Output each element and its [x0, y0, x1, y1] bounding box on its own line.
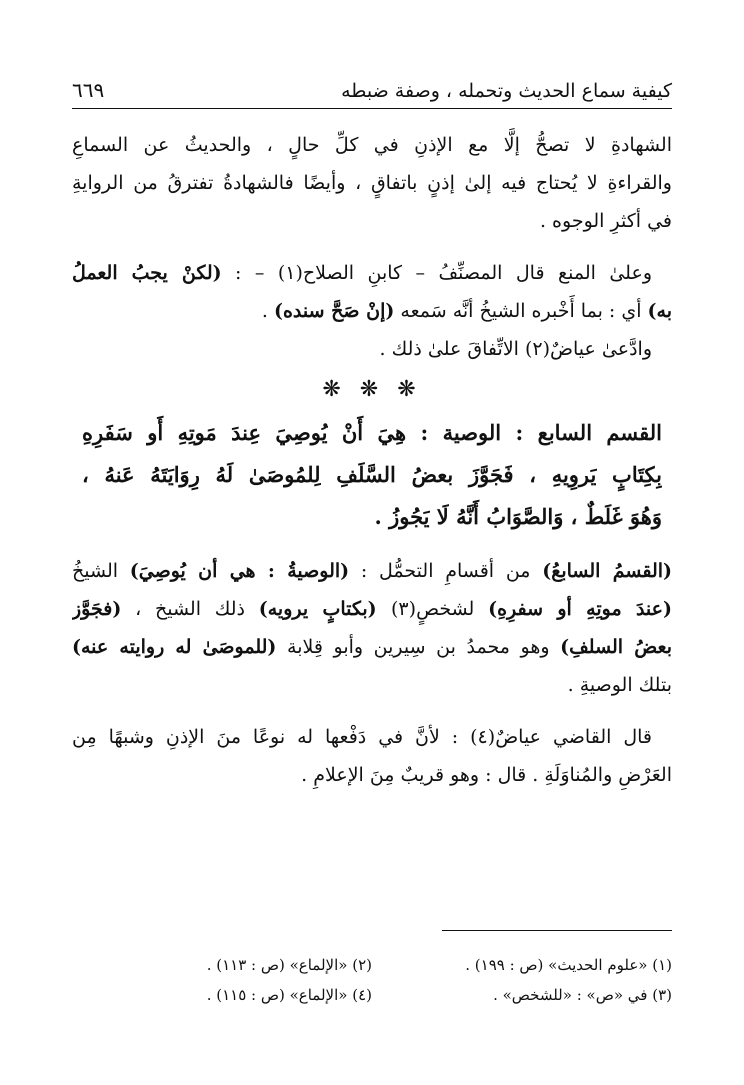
bold-quote: به) [647, 300, 672, 322]
matn-line: القسم السابع : الوصية : هِيَ أَنْ يُوصِيَ عِندَ مَوتِهِ أَو سَفَرِهِ [82, 420, 662, 445]
text-line [72, 552, 672, 590]
text-line: بتلك الوصيةِ . [567, 674, 672, 696]
bold-quote: (القسمُ السابعُ) [542, 560, 672, 582]
bold-quote: (الوصيةُ : هي أن يُوصِيَ) [129, 560, 350, 582]
text-line: والقراءةِ لا يُحتاج فيه إلىٰ إذنٍ باتفاقٍ ، وأيضًا فالشهادةُ تفترقُ من الروايةِ [72, 172, 672, 194]
paragraph-2 [72, 254, 672, 330]
text-run: وعلىٰ المنع قال المصنِّفُ – كابنِ الصلاح [302, 262, 652, 284]
bold-quote: (عندَ موتِهِ أو سفرِهِ) [488, 598, 672, 620]
text-line [72, 718, 672, 756]
page-number: ٦٦٩ [72, 78, 105, 102]
text-run: لشخصٍ [416, 598, 489, 620]
footnote-ref: (٢) [524, 338, 551, 360]
footnote: (٣) في «ص» : «للشخص» . [493, 986, 672, 1004]
footnote-divider [442, 930, 672, 931]
body-text [72, 126, 672, 794]
footnote-ref: (٤) [470, 726, 496, 748]
page-header [72, 62, 672, 109]
footnote-ref: (١) [277, 262, 303, 284]
text-line [72, 292, 672, 330]
text-run: قال القاضي عياضٌ [495, 726, 653, 748]
footnotes [72, 950, 672, 1010]
matn-line: بِكِتَابٍ يَروِيهِ ، فَجَوَّزَ بعضُ السَّلَفِ لِلمُوصَىٰ لَهُ رِوَايَتَهُ عَنهُ ، [82, 462, 662, 487]
text-run: – : [221, 262, 278, 284]
text-run: ذلك الشيخ ، [121, 598, 259, 620]
text-run: الشيخُ [72, 560, 130, 582]
footnote: (٤) «الإلماع» (ص : ١١٥) . [206, 986, 372, 1004]
bold-quote: (إنْ صَحَّ سنده) [273, 300, 395, 322]
final-paragraph [72, 718, 672, 794]
matn-block [72, 412, 672, 538]
section-separator: ❋ ❋ ❋ [322, 377, 422, 402]
footnote-ref: (٣) [391, 598, 417, 620]
text-run: . [261, 300, 274, 322]
text-run: : لأنَّ في دَفْعها له نوعًا منَ الإذنِ وشبهًا مِن [72, 726, 471, 748]
bold-quote: (للموصَىٰ له روايته عنه) [72, 636, 277, 658]
text-line: العَرْضِ والمُناوَلَةِ . قال : وهو قريبٌ مِنَ الإعلامِ . [301, 764, 672, 786]
text-run: أي : بما أَخْبره الشيخُ أنَّه سَمعه [394, 300, 648, 322]
bold-quote: (لكنْ يجبُ العملُ [72, 262, 222, 284]
text-line: الشهادةِ لا تصحُّ إلَّا مع الإذنِ في كلِّ حالٍ ، والحديثُ عن السماعِ [72, 134, 672, 156]
paragraph-1 [72, 126, 672, 240]
text-line [72, 254, 672, 292]
text-line: في أكثرِ الوجوه . [539, 210, 672, 232]
sharh-paragraph [72, 552, 672, 704]
text-run: وادَّعىٰ عياضٌ [550, 338, 652, 360]
text-line [72, 628, 672, 666]
text-line [72, 590, 672, 628]
text-line [72, 330, 672, 368]
bold-quote: بعضُ السلفِ) [560, 636, 672, 658]
footnote: (١) «علوم الحديث» (ص : ١٩٩) . [465, 956, 672, 974]
bold-quote: (بكتابٍ يرويه) [258, 598, 391, 620]
matn-line: وَهُوَ غَلَطٌ ، وَالصَّوَابُ أَنَّهُ لَا يَجُوزُ . [374, 504, 662, 529]
text-run: وهو محمدُ بن سِيرين وأبو قِلابة [276, 636, 561, 658]
text-run: من أقسامِ التحمُّل : [349, 560, 543, 582]
paragraph-3 [72, 330, 672, 368]
running-title: كيفية سماع الحديث وتحمله ، وصفة ضبطه [341, 80, 672, 102]
text-run: الاتِّفاقَ علىٰ ذلك . [379, 338, 525, 360]
footnote: (٢) «الإلماع» (ص : ١١٣) . [206, 956, 372, 974]
bold-quote: (فجَوَّز [72, 598, 122, 620]
